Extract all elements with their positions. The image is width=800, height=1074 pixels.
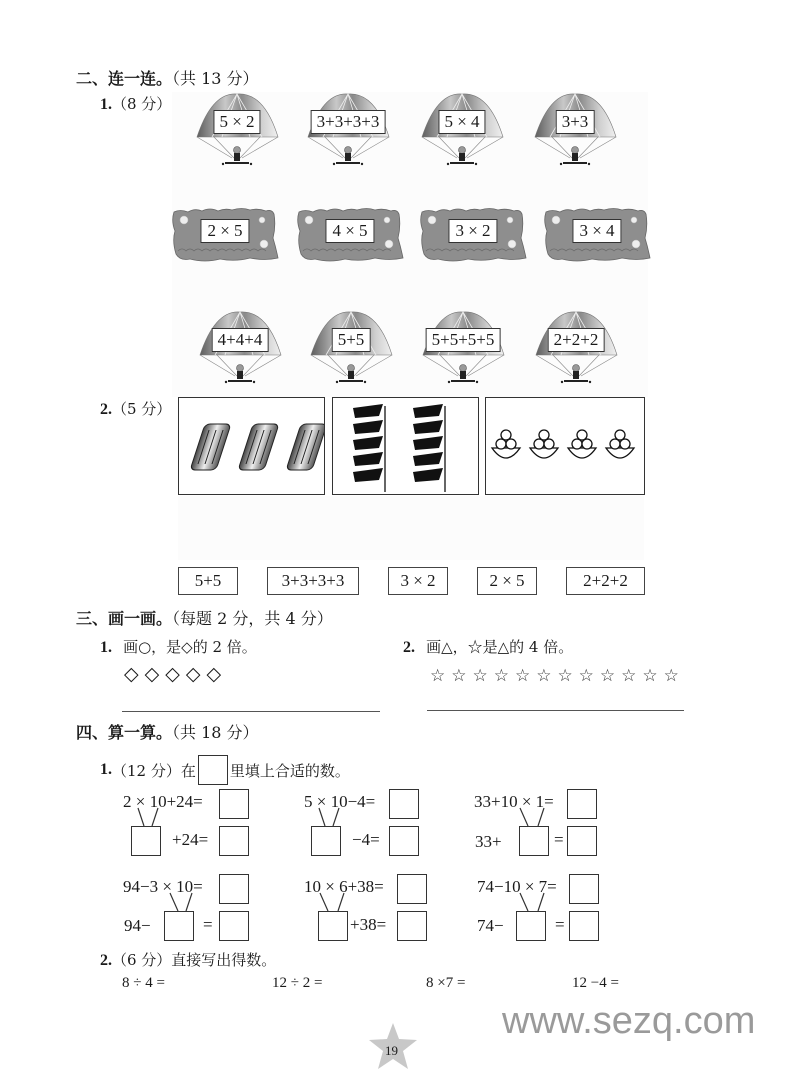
parachute-expression: 3+3+3+3 [311, 110, 386, 134]
step-prefix: 94− [124, 916, 151, 935]
answer-box[interactable] [389, 789, 419, 819]
step-expression: = [203, 915, 213, 934]
grass-card[interactable] [418, 206, 528, 264]
problem-expression: 5 × 10−4= [304, 792, 376, 811]
problem-expression: 2 × 10+24= [123, 792, 203, 811]
intermediate-box[interactable] [131, 826, 161, 856]
parachute-card[interactable] [418, 310, 508, 388]
answer-expression: 2+2+2 [583, 571, 628, 590]
question-number: 1. [100, 639, 112, 656]
grass-expression: 4 × 5 [325, 219, 374, 243]
answer-line[interactable] [122, 711, 380, 712]
section-title-text: 二、连一连。 [76, 69, 173, 88]
hat-stack-icon [333, 398, 478, 494]
connector-lines [512, 806, 552, 828]
grass-card[interactable] [170, 206, 280, 264]
question-points: （8 分） [112, 95, 172, 113]
parachute-expression: 5+5+5+5 [426, 328, 501, 352]
connector-lines [158, 891, 198, 913]
blank-box-sample [198, 755, 228, 785]
question-number: 2. [403, 639, 415, 656]
connector-lines [510, 891, 550, 913]
question-number: 1. [100, 96, 112, 113]
grass-card[interactable] [295, 206, 405, 264]
grass-expression: 3 × 4 [572, 219, 621, 243]
answer-expression: 5+5 [194, 571, 222, 590]
answer-box[interactable] [397, 874, 427, 904]
problem-expression: 10 × 6+38= [304, 877, 384, 896]
section-points: （共 18 分） [172, 723, 259, 742]
section-2-title [76, 66, 259, 89]
parachute-expression: 3+3 [556, 110, 595, 134]
answer-box[interactable] [397, 911, 427, 941]
parachute-card[interactable] [192, 92, 282, 170]
mental-math-item[interactable]: 8 ×7 = [426, 975, 466, 991]
fruit-basket-icon [486, 398, 644, 494]
watermark: www.sezq.com [502, 1000, 756, 1042]
answer-box[interactable] [389, 826, 419, 856]
answer-expression: 3+3+3+3 [281, 571, 345, 590]
intermediate-box[interactable] [311, 826, 341, 856]
problem-expression: 74−10 × 7= [477, 877, 557, 896]
section-title-text: 三、画一画。 [76, 609, 173, 628]
question-4-1-header [100, 755, 350, 785]
question-number: 1. [100, 761, 112, 778]
section-points: （每题 2 分，共 4 分） [172, 609, 333, 628]
parachute-card[interactable] [530, 92, 620, 170]
question-text: 里填上合适的数。 [229, 761, 350, 780]
intermediate-box[interactable] [318, 911, 348, 941]
answer-expression: 2 × 5 [489, 571, 525, 590]
question-4-2-header [100, 949, 276, 970]
step-expression: −4= [352, 830, 380, 849]
grass-card[interactable] [542, 206, 652, 264]
grass-expression: 3 × 2 [448, 219, 497, 243]
section-3-title [76, 606, 333, 629]
parachute-card[interactable] [531, 310, 621, 388]
step-prefix: 33+ [475, 832, 502, 851]
section-4-title [76, 720, 259, 743]
answer-box[interactable] [567, 789, 597, 819]
connector-lines [310, 891, 350, 913]
parachute-expression: 5+5 [332, 328, 371, 352]
mental-math-item[interactable]: 12 −4 = [572, 975, 619, 991]
answer-box[interactable] [219, 826, 249, 856]
parachute-expression: 5 × 2 [213, 110, 260, 134]
question-2-2-header [100, 398, 171, 419]
answer-box[interactable] [219, 874, 249, 904]
mental-math-item[interactable]: 8 ÷ 4 = [122, 975, 165, 991]
star-shapes: ☆☆☆☆☆☆☆☆☆☆☆☆ [430, 666, 685, 686]
connector-lines [307, 806, 347, 828]
question-number: 2. [100, 401, 112, 418]
picture-box-fruit-baskets[interactable] [485, 397, 645, 495]
diamond-shapes: ◇◇◇◇◇ [124, 663, 228, 685]
question-text: 画○，是◇的 2 倍。 [123, 638, 257, 656]
question-text: 画△，☆是△的 4 倍。 [426, 638, 574, 656]
illustration-background [178, 496, 644, 560]
answer-box[interactable] [219, 789, 249, 819]
answer-card[interactable] [477, 567, 537, 595]
question-points: （5 分） [112, 400, 172, 418]
step-expression: +24= [172, 830, 209, 849]
section-title-text: 四、算一算。 [76, 723, 173, 742]
grass-expression: 2 × 5 [200, 219, 249, 243]
step-expression: = [555, 915, 565, 934]
answer-card[interactable] [267, 567, 359, 595]
connector-lines [126, 806, 166, 828]
step-prefix: 74− [477, 916, 504, 935]
answer-expression: 3 × 2 [400, 571, 436, 590]
section-points: （共 13 分） [172, 69, 259, 88]
answer-card[interactable] [178, 567, 238, 595]
picture-box-pencil-cases[interactable] [178, 397, 325, 495]
answer-card[interactable] [388, 567, 448, 595]
answer-box[interactable] [567, 826, 597, 856]
problem-expression: 94−3 × 10= [123, 877, 203, 896]
page-number-badge [368, 1022, 418, 1070]
answer-line[interactable] [427, 710, 684, 711]
answer-card[interactable] [566, 567, 645, 595]
pencil-case-icon [179, 398, 324, 494]
page-number: 19 [385, 1043, 398, 1058]
intermediate-box[interactable] [516, 911, 546, 941]
parachute-card[interactable] [303, 92, 393, 170]
answer-box[interactable] [569, 874, 599, 904]
problem-expression: 33+10 × 1= [474, 792, 554, 811]
question-text: （6 分）直接写出得数。 [112, 951, 277, 969]
parachute-expression: 5 × 4 [438, 110, 485, 134]
answer-box[interactable] [219, 911, 249, 941]
answer-box[interactable] [569, 911, 599, 941]
intermediate-box[interactable] [519, 826, 549, 856]
parachute-expression: 4+4+4 [212, 328, 269, 352]
mental-math-item[interactable]: 12 ÷ 2 = [272, 975, 323, 991]
parachute-card[interactable] [306, 310, 396, 388]
question-3-2 [403, 636, 573, 657]
intermediate-box[interactable] [164, 911, 194, 941]
picture-box-hat-stacks[interactable] [332, 397, 479, 495]
question-2-1-header [100, 93, 171, 114]
question-number: 2. [100, 952, 112, 969]
question-3-1 [100, 636, 257, 657]
parachute-card[interactable] [417, 92, 507, 170]
step-expression: +38= [350, 915, 387, 934]
parachute-expression: 2+2+2 [548, 328, 605, 352]
parachute-card[interactable] [195, 310, 285, 388]
step-expression: = [554, 830, 564, 849]
question-points: （12 分）在 [112, 761, 196, 780]
